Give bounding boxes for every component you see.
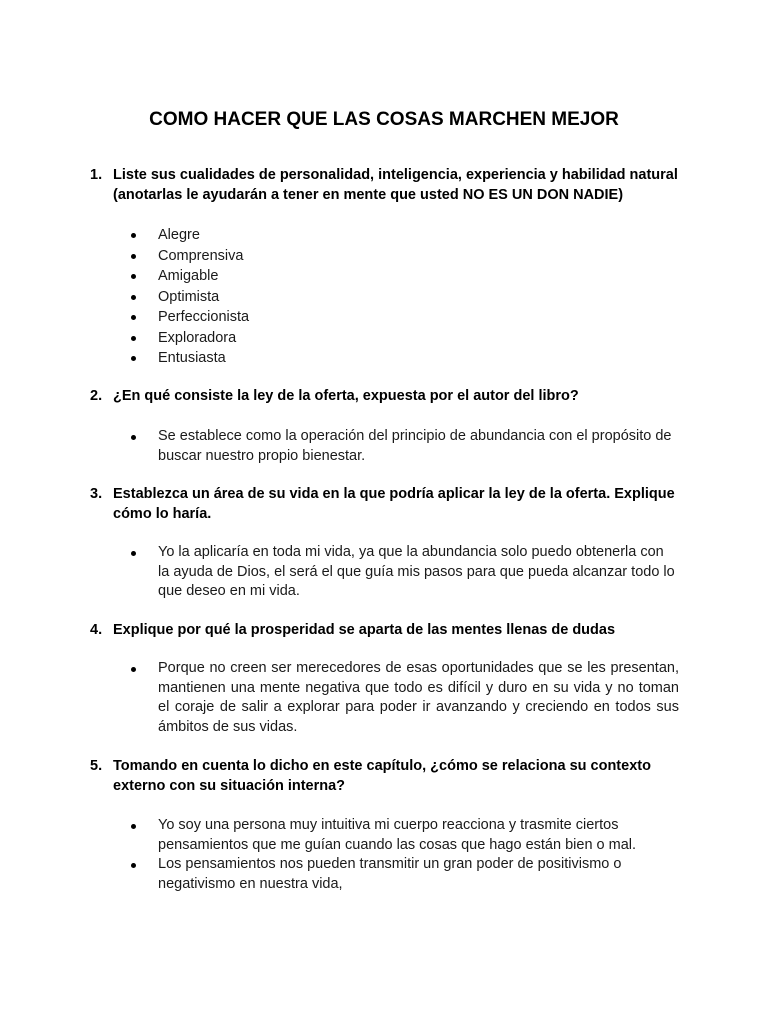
list-item: Comprensiva — [131, 246, 679, 267]
question-text: Establezca un área de su vida en la que podría aplicar la ley de la oferta. Explique cómo lo haría. — [113, 486, 675, 522]
question-2 — [90, 387, 680, 407]
question-text: Liste sus cualidades de personalidad, inteligencia, experiencia y habilidad natural (anotarlas le ayudarán a tener en mente que usted NO ES UN DON NADIE) — [113, 167, 678, 203]
bullet-icon — [131, 824, 136, 829]
question-text: Explique por qué la prosperidad se aparta de las mentes llenas de dudas — [113, 622, 616, 638]
question-number: 2. — [90, 388, 103, 404]
bullet-icon — [131, 274, 136, 279]
question-3 — [90, 485, 680, 524]
bullet-icon — [131, 295, 136, 300]
list-item: Perfeccionista — [131, 307, 679, 328]
bullet-icon — [131, 254, 136, 259]
bullet-icon — [131, 435, 136, 440]
question-5 — [90, 757, 680, 796]
list-item: Yo la aplicaría en toda mi vida, ya que la abundancia solo puedo obtenerla con la ayuda de Dios, el será el que guía mis pasos para que pueda alcanzar todo lo que deseo en mi vida. — [131, 543, 679, 602]
answer-list-1 — [131, 225, 679, 369]
question-number: 3. — [90, 486, 103, 502]
bullet-icon — [131, 336, 136, 341]
question-text: ¿En qué consiste la ley de la oferta, expuesta por el autor del libro? — [113, 388, 579, 404]
list-item: Porque no creen ser merecedores de esas oportunidades que se les presentan, mantienen una mente negativa que todo es difícil y duro en su vida y no toman el coraje de salir a explorar para poder ir avanzando y creciendo en todos sus ámbitos de sus vidas. — [131, 659, 679, 737]
bullet-icon — [131, 315, 136, 320]
document-title: COMO HACER QUE LAS COSAS MARCHEN MEJOR — [149, 109, 619, 130]
answer-list-3 — [131, 543, 679, 602]
question-number: 5. — [90, 758, 103, 774]
bullet-icon — [131, 551, 136, 556]
answer-list-5 — [131, 816, 679, 894]
bullet-icon — [131, 356, 136, 361]
answer-list-2 — [131, 427, 679, 466]
bullet-icon — [131, 233, 136, 238]
question-4 — [90, 621, 680, 641]
list-item: Yo soy una persona muy intuitiva mi cuerpo reacciona y trasmite ciertos pensamientos que me guían cuando las cosas que hago están bien o mal. — [131, 816, 679, 855]
question-1 — [90, 166, 680, 205]
list-item: Exploradora — [131, 328, 679, 349]
bullet-icon — [131, 667, 136, 672]
list-item: Entusiasta — [131, 348, 679, 369]
list-item: Amigable — [131, 266, 679, 287]
question-number: 4. — [90, 622, 103, 638]
answer-list-4 — [131, 659, 679, 737]
question-text: Tomando en cuenta lo dicho en este capítulo, ¿cómo se relaciona su contexto externo con su situación interna? — [113, 758, 651, 794]
question-number: 1. — [90, 167, 103, 183]
list-item: Se establece como la operación del principio de abundancia con el propósito de buscar nuestro propio bienestar. — [131, 427, 679, 466]
list-item: Alegre — [131, 225, 679, 246]
list-item: Los pensamientos nos pueden transmitir un gran poder de positivismo o negativismo en nuestra vida, — [131, 855, 679, 894]
bullet-icon — [131, 863, 136, 868]
list-item: Optimista — [131, 287, 679, 308]
